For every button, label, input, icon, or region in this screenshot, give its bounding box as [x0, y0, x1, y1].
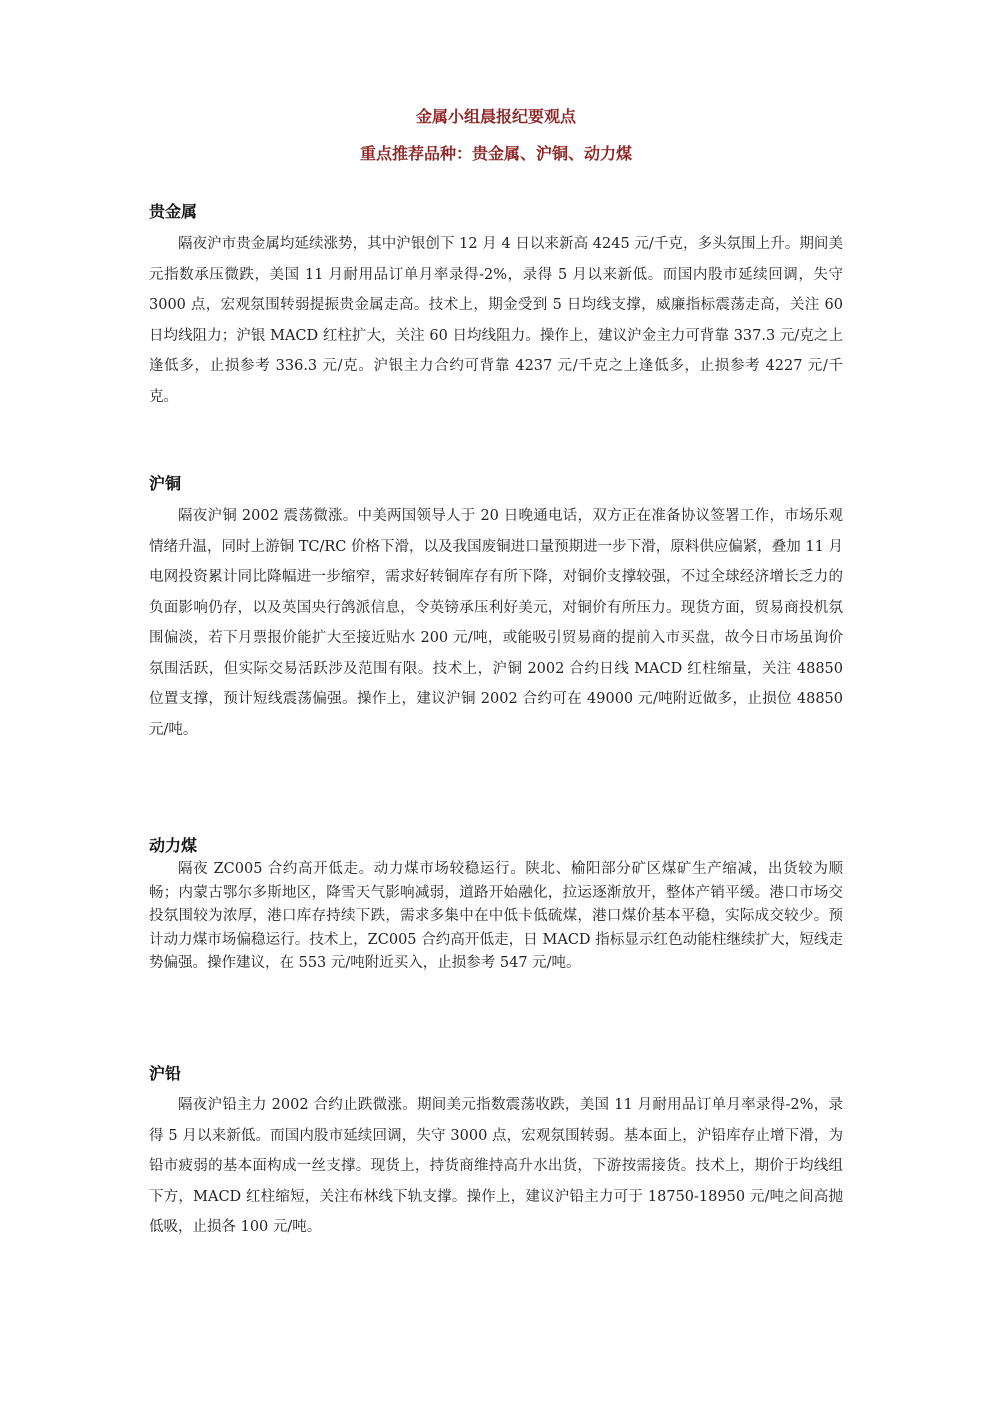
section-body: 隔夜沪市贵金属均延续涨势，其中沪银创下 12 月 4 日以来新高 4245 元/千克，多头氛围上升。期间美元指数承压微跌，美国 11 月耐用品订单月率录得-2%，录得 5 月以来新低。而国内股市延续回调，失守 3000 点，宏观氛围转弱提振贵金属走高。技术上，期金受到 5 日均线支撑，威廉指标震荡走高，关注 60 日均线阻力；沪银 MACD 红柱扩大，关注 60 日均线阻力。操作上，建议沪金主力可背靠 337.3 元/克之上逢低多，止损参考 336.3 元/克。沪银主力合约可背靠 4237 元/千克之上逢低多，止损参考 4227 元/千克。	[149, 236, 843, 405]
section-body: 隔夜沪铅主力 2002 合约止跌微涨。期间美元指数震荡收跌，美国 11 月耐用品订单月率录得-2%，录得 5 月以来新低。而国内股市延续回调，失守 3000 点，宏观氛围转弱。基本面上，沪铅库存止增下滑，为铅市疲弱的基本面构成一丝支撑。现货上，持货商维持高升水出货，下游按需接货。技术上，期价于均线组下方，MACD 红柱缩短，关注布林线下轨支撑。操作上，建议沪铅主力可于 18750-18950 元/吨之间高抛低吸，止损各 100 元/吨。	[149, 1097, 843, 1235]
section-heading: 沪铅	[149, 1064, 182, 1083]
section-body: 隔夜 ZC005 合约高开低走。动力煤市场较稳运行。陕北、榆阳部分矿区煤矿生产缩减，出货较为顺畅；内蒙古鄂尔多斯地区，降雪天气影响减弱，道路开始融化，拉运逐渐放开，整体产销平缓。港口市场交投氛围较为浓厚，港口库存持续下跌，需求多集中在中低卡低硫煤，港口煤价基本平稳，实际成交较少。预计动力煤市场偏稳运行。技术上，ZC005 合约高开低走，日 MACD 指标显示红色动能柱继续扩大，短线走势偏强。操作建议，在 553 元/吨附近买入，止损参考 547 元/吨。	[149, 861, 843, 971]
section-thermal-coal	[149, 836, 843, 976]
section-heading: 动力煤	[149, 836, 198, 855]
section-lead	[149, 1064, 843, 1243]
section-heading: 沪铜	[149, 474, 182, 493]
section-body: 隔夜沪铜 2002 震荡微涨。中美两国领导人于 20 日晚通电话，双方正在准备协议签署工作，市场乐观情绪升温，同时上游铜 TC/RC 价格下滑，以及我国废铜进口量预期进一步下滑，原料供应偏紧，叠加 11 月电网投资累计同比降幅进一步缩窄，需求好转铜库存有所下降，对铜价支撑较强，不过全球经济增长乏力的负面影响仍存，以及英国央行鸽派信息，令英镑承压利好美元，对铜价有所压力。现货方面，贸易商投机氛围偏淡，若下月票报价能扩大至接近贴水 200 元/吨，或能吸引贸易商的提前入市买盘，故今日市场虽询价氛围活跃，但实际交易活跃涉及范围有限。技术上，沪铜 2002 合约日线 MACD 红柱缩量，关注 48850 位置支撑，预计短线震荡偏强。操作上，建议沪铜 2002 合约可在 49000 元/吨附近做多，止损位 48850 元/吨。	[149, 508, 843, 738]
section-copper	[149, 474, 843, 745]
section-precious-metals	[149, 202, 843, 412]
report-title: 金属小组晨报纪要观点	[415, 107, 576, 126]
section-heading: 贵金属	[149, 202, 198, 221]
report-subtitle: 重点推荐品种：贵金属、沪铜、动力煤	[359, 144, 632, 163]
